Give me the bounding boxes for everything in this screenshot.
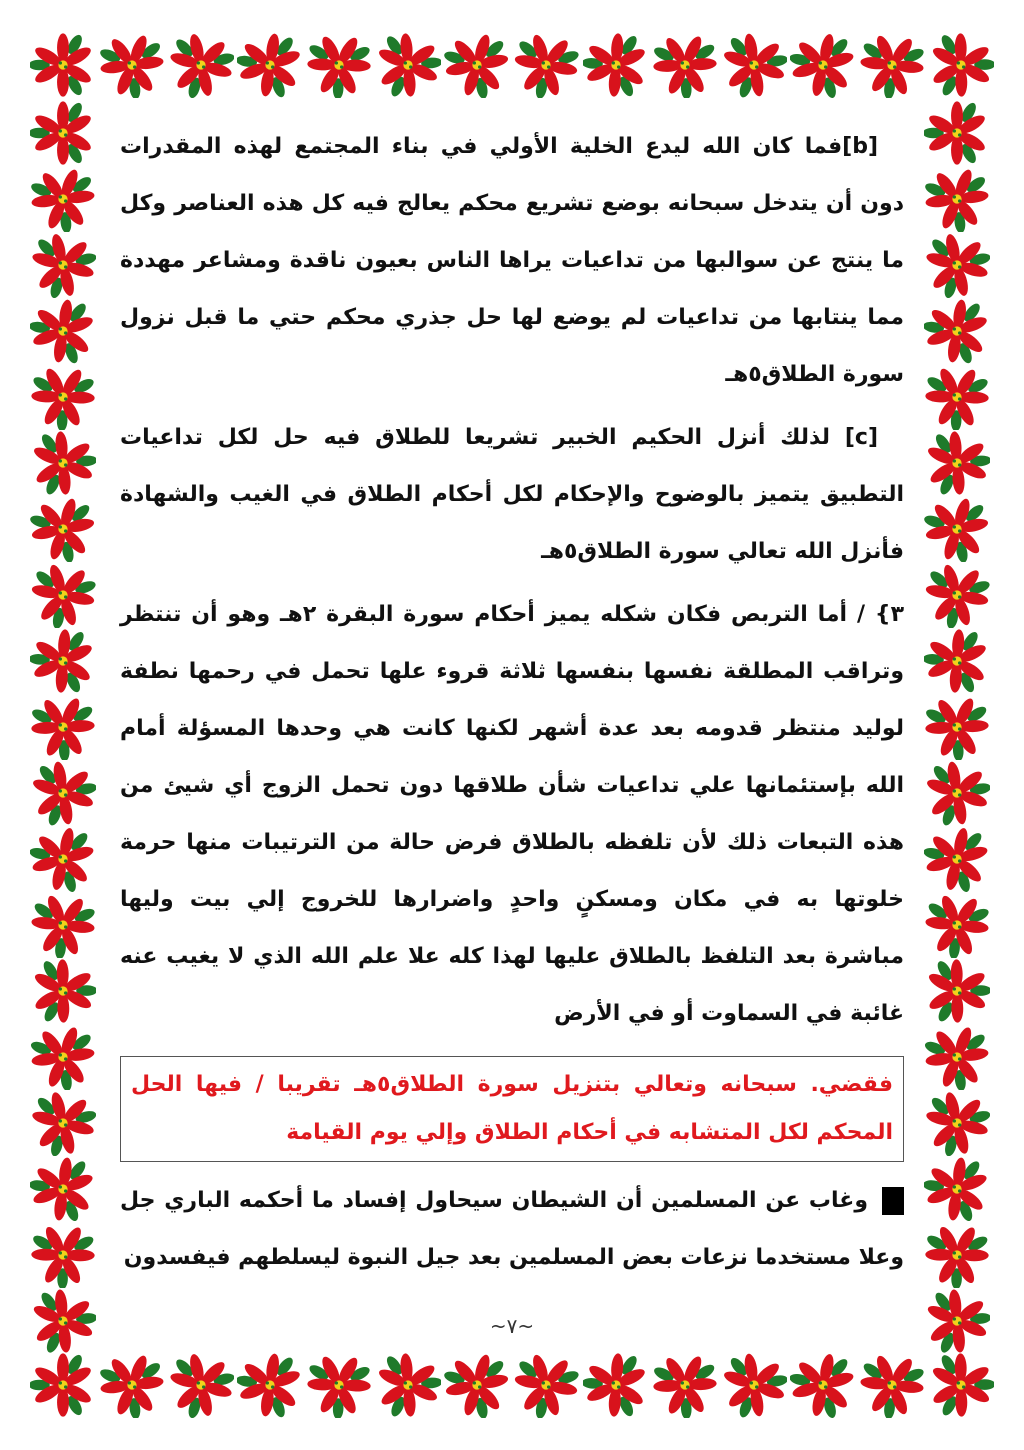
poinsettia-icon xyxy=(30,364,96,430)
poinsettia-icon xyxy=(790,1352,856,1418)
poinsettia-icon xyxy=(30,32,96,98)
poinsettia-icon xyxy=(583,32,649,98)
poinsettia-icon xyxy=(30,562,96,628)
poinsettia-icon xyxy=(859,1352,925,1418)
border-top xyxy=(30,32,994,102)
poinsettia-icon xyxy=(99,32,165,98)
poinsettia-icon xyxy=(513,32,579,98)
poinsettia-icon xyxy=(652,32,718,98)
poinsettia-icon xyxy=(306,1352,372,1418)
poinsettia-icon xyxy=(30,628,96,694)
poinsettia-icon xyxy=(928,32,994,98)
poinsettia-icon xyxy=(375,1352,441,1418)
border-left xyxy=(30,100,100,1352)
poinsettia-icon xyxy=(30,496,96,562)
poinsettia-icon xyxy=(99,1352,165,1418)
poinsettia-icon xyxy=(30,1222,96,1288)
poinsettia-icon xyxy=(30,694,96,760)
poinsettia-icon xyxy=(30,1288,96,1354)
poinsettia-icon xyxy=(30,760,96,826)
poinsettia-icon xyxy=(924,166,990,232)
poinsettia-icon xyxy=(924,1090,990,1156)
poinsettia-icon xyxy=(924,958,990,1024)
poinsettia-icon xyxy=(306,32,372,98)
poinsettia-icon xyxy=(583,1352,649,1418)
poinsettia-icon xyxy=(30,298,96,364)
poinsettia-icon xyxy=(30,958,96,1024)
poinsettia-icon xyxy=(924,628,990,694)
poinsettia-icon xyxy=(237,32,303,98)
paragraph-4-text: وغاب عن المسلمين أن الشيطان سيحاول إفساد ما أحكمه الباري جل وعلا مستخدما نزعات بعض المسلمين بعد جيل النبوة ليسلطهم فيفسدون xyxy=(120,1188,904,1270)
poinsettia-icon xyxy=(30,892,96,958)
highlight-text: فقضي. سبحانه وتعالي بتنزيل سورة الطلاق٥هـ تقريبا / فيها الحل المحكم لكل المتشابه في أحكام الطلاق وإلي يوم القيامة xyxy=(131,1072,893,1145)
poinsettia-icon xyxy=(924,496,990,562)
paragraph-b: [b]فما كان الله ليدع الخلية الأولي في بناء المجتمع لهذه المقدرات دون أن يتدخل سبحانه بوضع تشريع محكم يعالج فيه كل هذه العناصر وكل ما ينتج عن سوالبها من تداعيات يراها الناس بعيون ناقدة ومشاعر مهددة مما ينتابها من تداعيات لم يوضع لها حل جذري محكم حتي ما قبل نزول سورة الطلاق٥هـ xyxy=(120,134,904,387)
paragraph-4 xyxy=(120,1172,904,1286)
poinsettia-icon xyxy=(928,1352,994,1418)
poinsettia-icon xyxy=(924,694,990,760)
poinsettia-icon xyxy=(30,1024,96,1090)
poinsettia-icon xyxy=(721,1352,787,1418)
page-body xyxy=(120,118,904,1292)
border-bottom xyxy=(30,1352,994,1422)
poinsettia-icon xyxy=(924,562,990,628)
poinsettia-icon xyxy=(444,32,510,98)
poinsettia-icon xyxy=(652,1352,718,1418)
poinsettia-icon xyxy=(924,298,990,364)
poinsettia-icon xyxy=(30,430,96,496)
poinsettia-icon xyxy=(859,32,925,98)
poinsettia-icon xyxy=(30,166,96,232)
poinsettia-icon xyxy=(513,1352,579,1418)
poinsettia-icon xyxy=(30,1090,96,1156)
poinsettia-icon xyxy=(924,1222,990,1288)
poinsettia-icon xyxy=(924,232,990,298)
poinsettia-icon xyxy=(375,32,441,98)
poinsettia-icon xyxy=(30,826,96,892)
poinsettia-icon xyxy=(924,826,990,892)
highlight-box xyxy=(120,1056,904,1162)
poinsettia-icon xyxy=(237,1352,303,1418)
poinsettia-icon xyxy=(790,32,856,98)
poinsettia-icon xyxy=(721,32,787,98)
paragraph-c: [c] لذلك أنزل الحكيم الخبير تشريعا للطلاق فيه حل لكل تداعيات التطبيق يتميز بالوضوح والإحكام لكل أحكام الطلاق في الغيب والشهادة فأنزل الله تعالي سورة الطلاق٥هـ xyxy=(120,425,904,564)
poinsettia-icon xyxy=(30,232,96,298)
page-number: ~٧~ xyxy=(489,1314,535,1338)
poinsettia-icon xyxy=(924,430,990,496)
poinsettia-icon xyxy=(924,892,990,958)
poinsettia-icon xyxy=(30,100,96,166)
poinsettia-icon xyxy=(924,1156,990,1222)
poinsettia-icon xyxy=(168,1352,234,1418)
paragraph-3: ٣} / أما التربص فكان شكله يميز أحكام سورة البقرة ٢هـ وهو أن تنتظر وتراقب المطلقة نفسها بنفسها ثلاثة قروء علها تحمل في رحمها نطفة لوليد منتظر قدومه بعد عدة أشهر لكنها كانت هي وحدها المسؤلة أمام الله بإستئمانها علي تداعيات شأن طلاقها دون تحمل الزوج أي شيئ من هذه التبعات ذلك لأن تلفظه بالطلاق فرض حالة من الترتيبات منها حرمة خلوتها به في مكان ومسكنٍ واحدٍ واضرارها للخروج إلي بيت وليها مباشرة بعد التلفظ بالطلاق عليها لهذا كله علا علم الله الذي لا يغيب عنه غائبة في السماوت أو في الأرض xyxy=(120,602,904,1026)
poinsettia-icon xyxy=(30,1156,96,1222)
poinsettia-icon xyxy=(924,364,990,430)
poinsettia-icon xyxy=(444,1352,510,1418)
poinsettia-icon xyxy=(30,1352,96,1418)
poinsettia-icon xyxy=(924,1288,990,1354)
poinsettia-icon xyxy=(924,1024,990,1090)
poinsettia-icon xyxy=(924,100,990,166)
poinsettia-icon xyxy=(924,760,990,826)
border-right xyxy=(924,100,994,1352)
poinsettia-icon xyxy=(168,32,234,98)
square-bullet-icon xyxy=(882,1187,904,1215)
